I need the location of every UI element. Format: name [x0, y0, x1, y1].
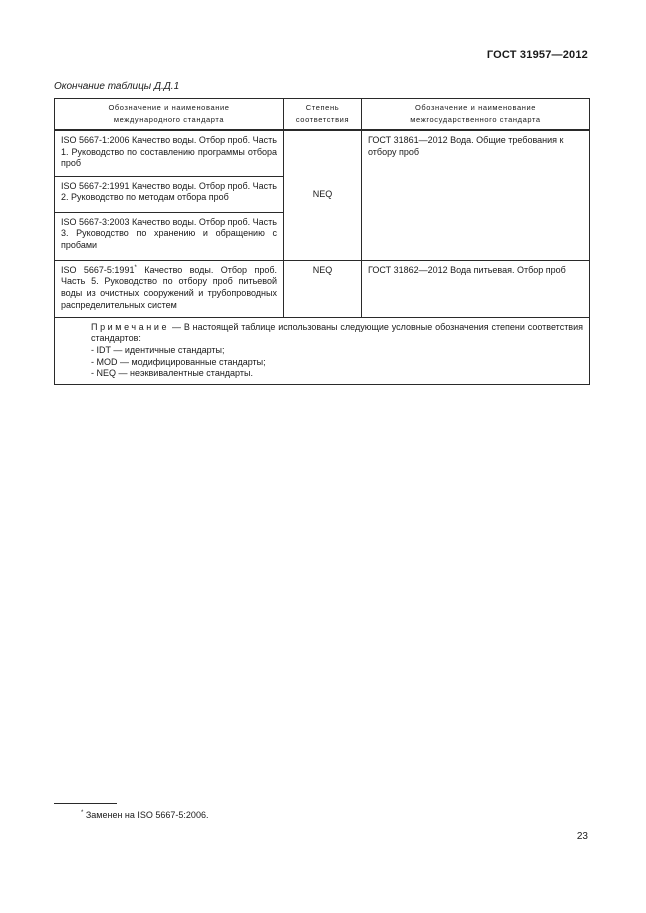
page-number: 23 [576, 831, 588, 842]
footnote [81, 810, 208, 820]
international-standard-cell: ISO 5667-3:2003 Качество воды. Отбор проб. Часть 3. Руководство по хранению и обращению с пробами [55, 212, 284, 260]
standard-code: ISO 5667-5:1991 [61, 264, 135, 275]
column-header-line: международного стандарта [113, 115, 225, 124]
international-standard-cell [55, 260, 284, 317]
table-header-row [55, 99, 590, 131]
column-header-line: Обозначение и наименование [414, 103, 537, 113]
standards-table [54, 98, 590, 385]
table-row [55, 130, 590, 176]
footnote-divider [54, 803, 117, 804]
interstate-standard-cell: ГОСТ 31862—2012 Вода питьевая. Отбор проб [362, 260, 590, 317]
note-text [61, 322, 583, 345]
column-header-degree [284, 99, 362, 131]
degree-cell: NEQ [284, 130, 362, 260]
note-label: Примечание [91, 321, 170, 332]
standard-title: Качество воды. Отбор проб. Часть 5. Руководство по отбору проб питьевой воды из очистных сооружений и трубопроводных распределительных систем [61, 264, 277, 310]
column-header-line: Обозначение и наименование [108, 103, 230, 113]
column-header-line: Степень [305, 103, 340, 113]
degree-cell: NEQ [284, 260, 362, 317]
note-item: - IDT — идентичные стандарты; [91, 344, 225, 355]
note-item: - MOD — модифицированные стандарты; [91, 356, 266, 367]
column-header-line: соответствия [295, 115, 350, 124]
footnote-mark: * [134, 264, 137, 271]
note-body: — В настоящей таблице использованы следующие условные обозначения степени соответствия стандартов: [91, 321, 583, 344]
document-code: ГОСТ 31957—2012 [486, 49, 588, 61]
column-header-line: межгосударственного стандарта [410, 115, 541, 124]
footnote-mark: * [81, 810, 84, 816]
note-cell [55, 317, 590, 384]
column-header-international [55, 99, 284, 131]
footnote-text: Заменен на ISO 5667-5:2006. [83, 810, 209, 820]
table-caption: Окончание таблицы Д.Д.1 [54, 81, 180, 92]
table-row [55, 260, 590, 317]
interstate-standard-cell: ГОСТ 31861—2012 Вода. Общие требования к отбору проб [362, 130, 590, 260]
international-standard-cell: ISO 5667-2:1991 Качество воды. Отбор проб. Часть 2. Руководство по методам отбора проб [55, 176, 284, 212]
note-row [55, 317, 590, 384]
international-standard-cell: ISO 5667-1:2006 Качество воды. Отбор проб. Часть 1. Руководство по составлению программы отбора проб [55, 130, 284, 176]
column-header-interstate [362, 99, 590, 131]
note-item: - NEQ — неэквивалентные стандарты. [91, 368, 253, 379]
